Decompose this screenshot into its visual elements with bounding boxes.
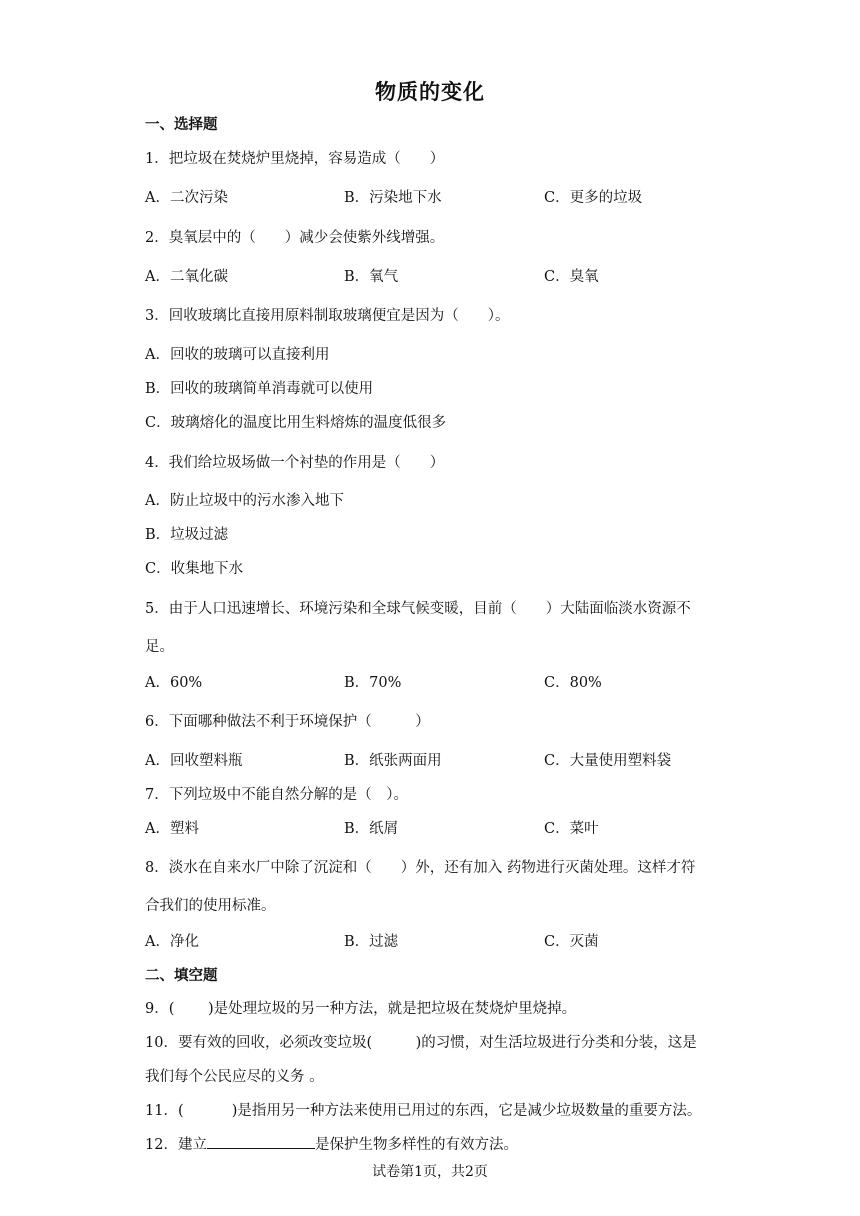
question-6-option-a: A．回收塑料瓶 (145, 753, 243, 769)
question-3-stem: 3．回收玻璃比直接用原料制取玻璃便宜是因为（ ）。 (145, 308, 510, 324)
question-1-stem: 1．把垃圾在焚烧炉里烧掉，容易造成（ ） (145, 151, 445, 167)
question-2-stem: 2．臭氧层中的（ ）减少会使紫外线增强。 (145, 230, 445, 246)
section-heading-fill: 二、填空题 (145, 967, 218, 984)
question-8-stem-line-1: 8．淡水在自来水厂中除了沉淀和（ ）外，还有加入 药物进行灭菌处理。这样才符 (145, 860, 696, 876)
question-5-stem-line-2: 足。 (145, 639, 174, 655)
answer-blank[interactable] (207, 1134, 315, 1149)
page-footer: 试卷第1页，共2页 (372, 1164, 488, 1180)
question-4-stem: 4．我们给垃圾场做一个衬垫的作用是（ ） (145, 455, 445, 471)
question-3-option-a: A．回收的玻璃可以直接利用 (145, 347, 330, 363)
question-5-option-a: A．60% (145, 675, 203, 691)
question-4-option-c: C．收集地下水 (145, 561, 244, 577)
question-5-option-b: B．70% (344, 675, 402, 691)
question-11: 11．( )是指用另一种方法来使用已用过的东西，它是减少垃圾数量的重要方法。 (145, 1103, 702, 1119)
question-10-line-2: 我们每个公民应尽的义务 。 (145, 1069, 324, 1085)
section-heading-choice: 一、选择题 (145, 116, 218, 133)
question-7-option-b: B．纸屑 (344, 821, 399, 837)
question-2-option-a: A．二氧化碳 (145, 269, 228, 285)
question-1-option-a: A．二次污染 (145, 190, 228, 206)
question-12-before: 12．建立 (145, 1137, 207, 1153)
question-8-stem-line-2: 合我们的使用标准。 (145, 898, 276, 914)
question-6-option-b: B．纸张两面用 (344, 753, 442, 769)
question-3-option-b: B．回收的玻璃简单消毒就可以使用 (145, 381, 374, 397)
question-6-stem: 6．下面哪种做法不利于环境保护（ ） (145, 714, 430, 730)
question-7-stem: 7．下列垃圾中不能自然分解的是（ ）。 (145, 787, 408, 803)
question-4-option-a: A．防止垃圾中的污水渗入地下 (145, 493, 344, 509)
question-8-option-b: B．过滤 (344, 934, 399, 950)
question-1-option-b: B．污染地下水 (344, 190, 442, 206)
question-9: 9．( )是处理垃圾的另一种方法，就是把垃圾在焚烧炉里烧掉。 (145, 1001, 577, 1017)
page-title: 物质的变化 (375, 79, 485, 104)
question-7-option-c: C．菜叶 (544, 821, 599, 837)
question-7-option-a: A．塑料 (145, 821, 199, 837)
question-10-line-1: 10．要有效的回收，必须改变垃圾( )的习惯，对生活垃圾进行分类和分装，这是 (145, 1035, 697, 1051)
question-8-option-c: C．灭菌 (544, 934, 599, 950)
question-12-after: 是保护生物多样性的有效方法。 (314, 1137, 518, 1153)
question-2-option-b: B．氧气 (344, 269, 399, 285)
question-3-option-c: C．玻璃熔化的温度比用生料熔炼的温度低很多 (145, 415, 447, 431)
question-8-option-a: A．净化 (145, 934, 199, 950)
question-1-option-c: C．更多的垃圾 (544, 190, 643, 206)
question-5-stem-line-1: 5．由于人口迅速增长、环境污染和全球气候变暖，目前（ ）大陆面临淡水资源不 (145, 601, 691, 617)
question-6-option-c: C．大量使用塑料袋 (544, 753, 672, 769)
question-4-option-b: B．垃圾过滤 (145, 527, 229, 543)
question-5-option-c: C．80% (544, 675, 602, 691)
question-2-option-c: C．臭氧 (544, 269, 599, 285)
question-12 (145, 1133, 518, 1154)
